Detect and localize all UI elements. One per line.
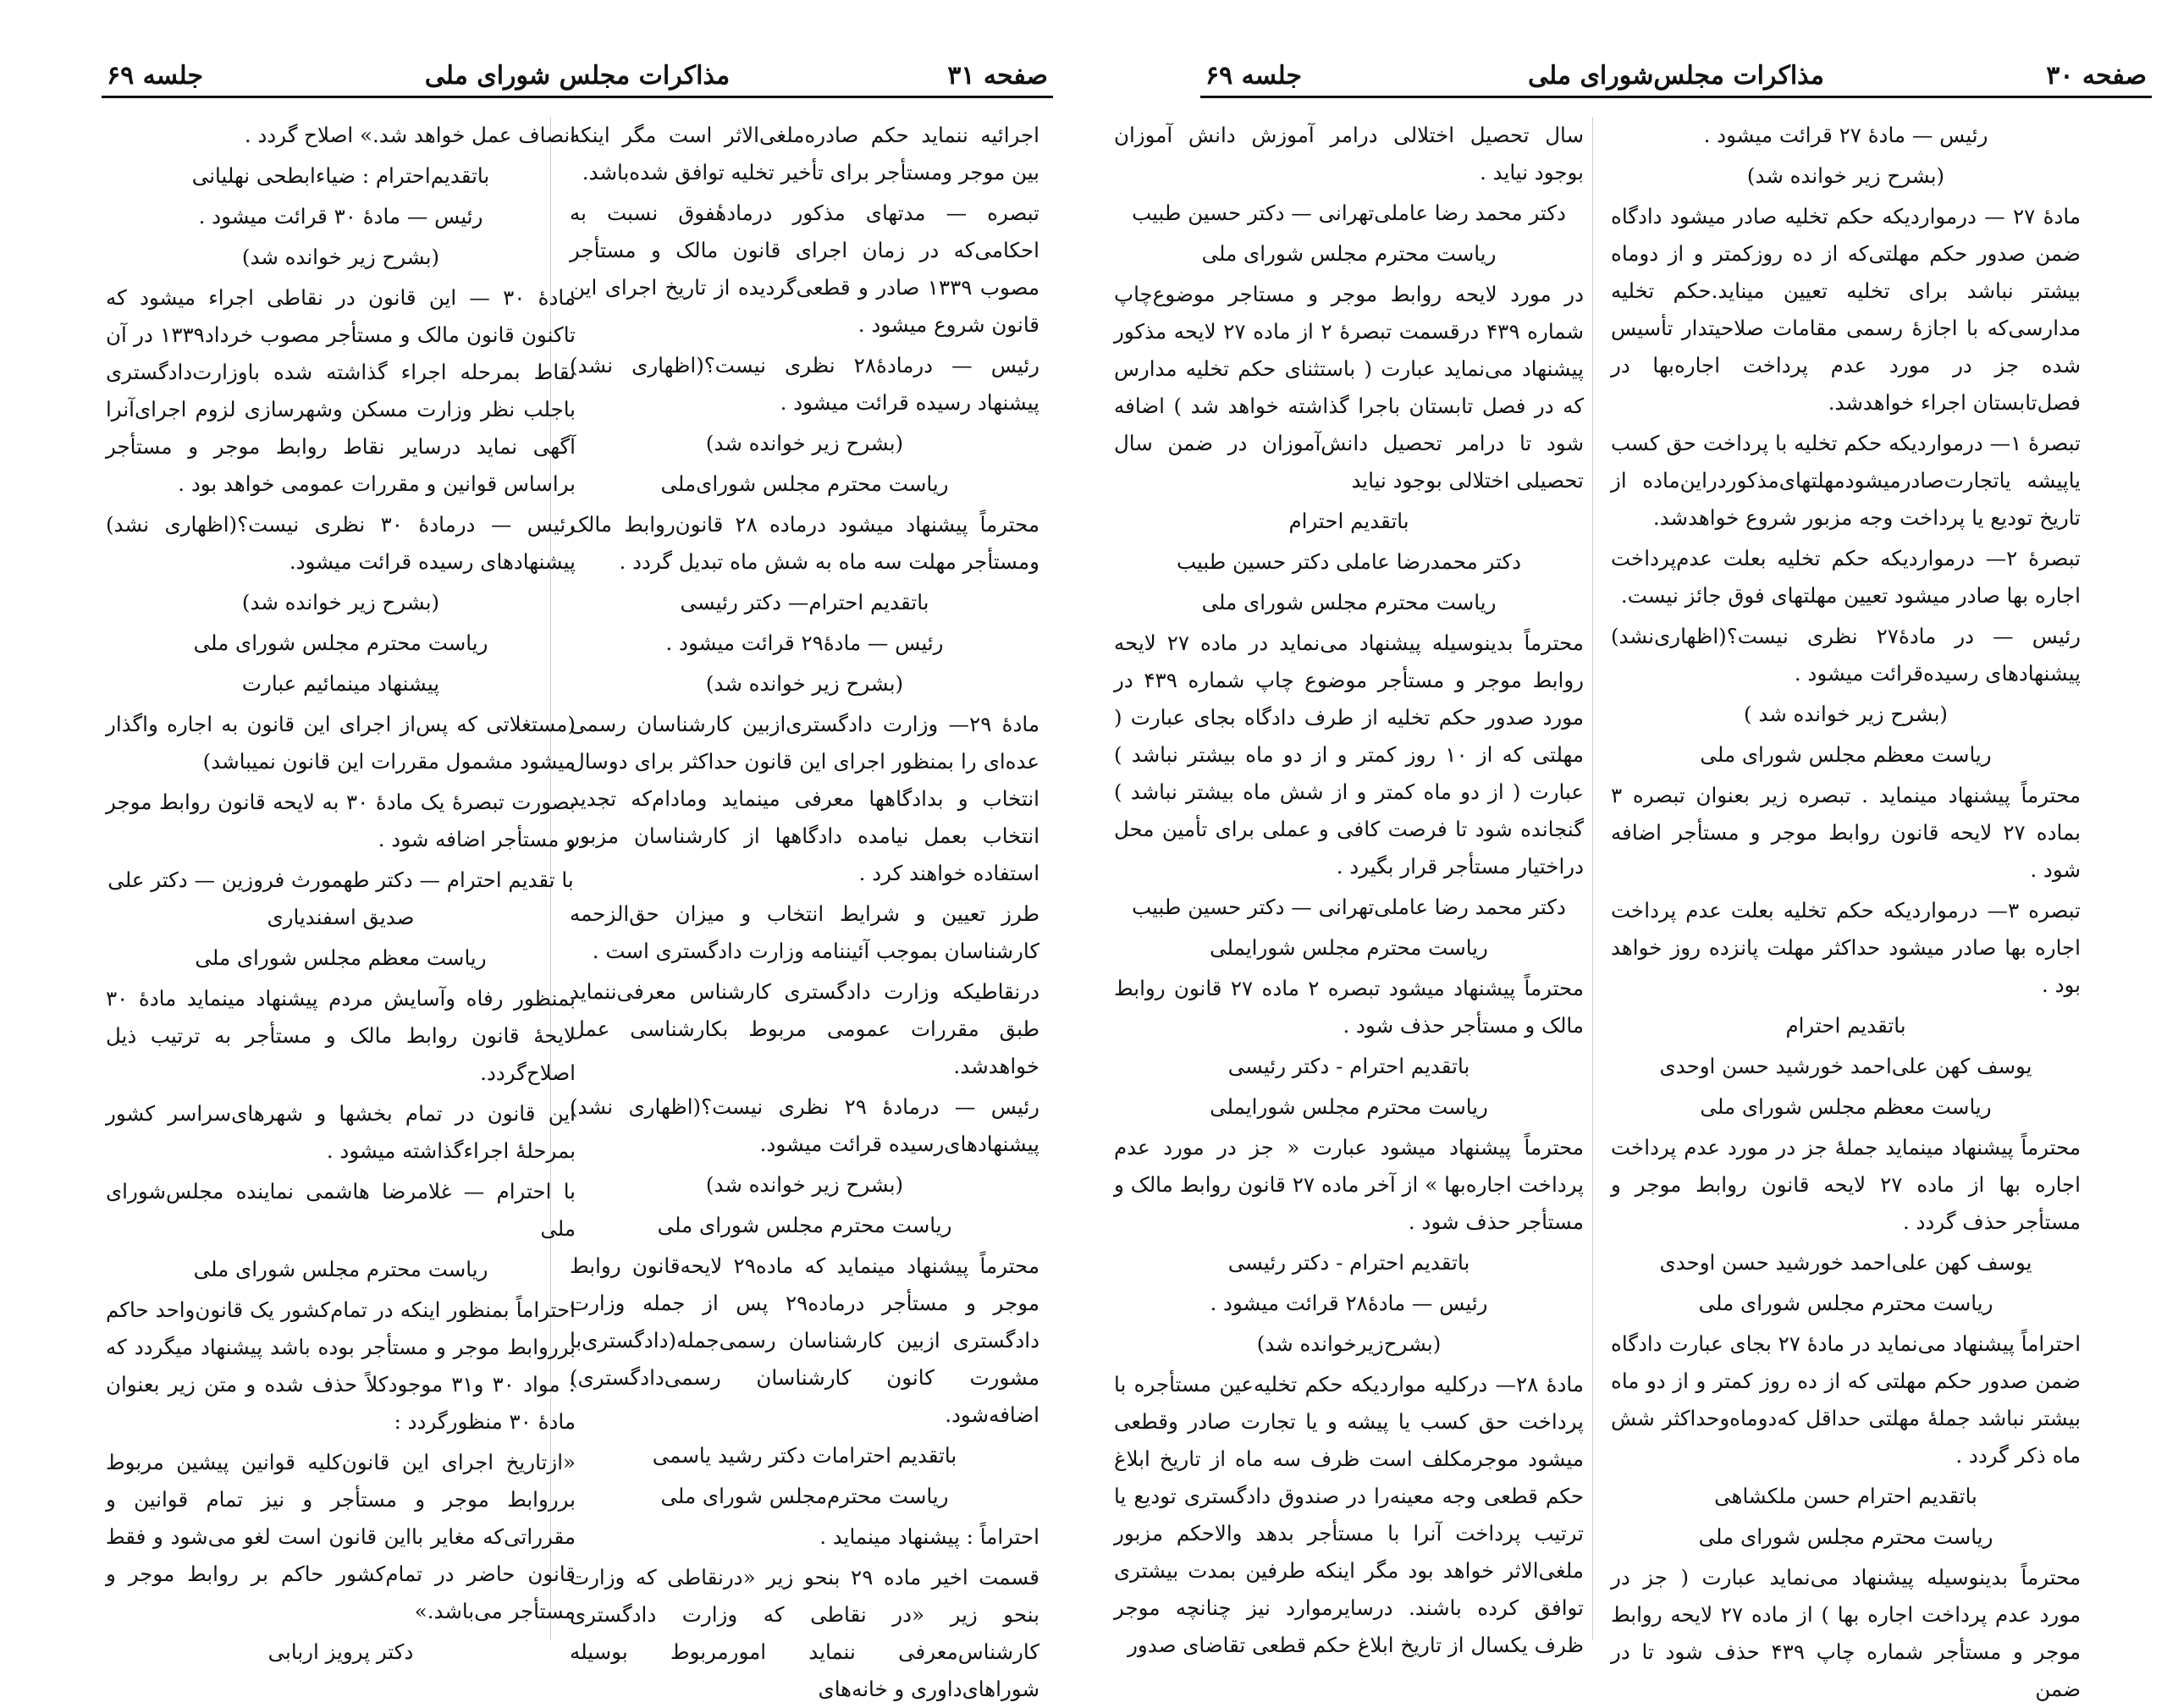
centered-line: ریاست معظم مجلس شورای ملی bbox=[1700, 1094, 1992, 1119]
paragraph: بصورت تبصرهٔ یک مادهٔ ۳۰ به لایحه قانون روابط موجر و مستأجر اضافه شود . bbox=[106, 790, 576, 851]
right-page bbox=[1099, 0, 2167, 1701]
centered-line: (بشرح زیر خوانده شد) bbox=[705, 431, 904, 455]
paragraph: محترماً پیشنهاد میشود تبصره ۲ ماده ۲۷ قانون روابط مالک و مستأجر حذف شود . bbox=[1114, 976, 1584, 1038]
centered-line: دکتر محمد رضا عاملی‌تهرانی — دکتر حسین طبیب bbox=[1132, 201, 1566, 225]
centered-line: باتقدیم احترام حسن ملکشاهی bbox=[1714, 1484, 1977, 1508]
paragraph: قسمت اخیر ماده ۲۹ بنحو زیر «درنقاطی که وزارت بنحو زیر «در نقاطی که وزارت دادگستری کارشناس‌معرفی ننماید امورمربوط بوسیله شوراهای‌داوری و خانه‌های bbox=[570, 1565, 1039, 1701]
paragraph: رئیس — درمادهٔ ۲۹ نظری نیست؟(اظهاری نشد) پیشنهادهای‌رسیده قرائت میشود. bbox=[570, 1094, 1039, 1156]
paragraph: محترماً بدینوسیله پیشنهاد می‌نماید عبارت ( جز در مورد عدم پرداخت اجاره بها ) از ماده ۲۷ لایحه روابط موجر و مستأجر شماره چاپ ۴۳۹ حذف شود تا در ضمن bbox=[1611, 1565, 2081, 1701]
paragraph: اجرائیه ننماید حکم صادره‌ملغی‌الاثر است مگر اینکه بین موجر ومستأجر برای تأخیر تخلیه توافق شده‌باشد. bbox=[570, 123, 1039, 185]
centered-line: (بشرح‌زیرخوانده شد) bbox=[1256, 1331, 1442, 1356]
centered-line: (بشرح زیر خوانده شد) bbox=[1746, 163, 1945, 188]
page-header bbox=[1200, 59, 2152, 98]
paragraph: تبصره — مدتهای مذکور درمادهٔفوق نسبت به احکامی‌که در زمان اجرای قانون مالک و مستأجر مصوب ۱۳۳۹ صادر و قطعی‌گردیده از تاریخ اجرای این قانون شروع میشود . bbox=[570, 201, 1039, 337]
centered-line: باتقدیم احترام bbox=[1288, 509, 1409, 533]
centered-line: (بشرح زیر خوانده شد) bbox=[241, 590, 440, 614]
centered-line: رئیس — مادهٔ ۲۷ قرائت میشود . bbox=[1703, 123, 1988, 147]
centered-line: (بشرح زیر خوانده شد ) bbox=[1744, 702, 1948, 726]
paragraph: محترماً پیشنهاد میشود عبارت « جز در مورد عدم پرداخت اجاره‌بها » از آخر ماده ۲۷ قانون روابط مالک و مستأجر حذف شود . bbox=[1114, 1135, 1585, 1234]
paragraph: بمنظور رفاه وآسایش مردم پیشنهاد مینماید مادهٔ ۳۰ لایحهٔ قانون روابط مالک و مستأجر به ترتیب ذیل اصلاح‌گردد. bbox=[106, 986, 576, 1085]
centered-line: با تقدیم احترام — دکتر طهمورث فروزین — دکتر علی صدیق اسفندیاری bbox=[108, 868, 574, 929]
centered-line: ریاست محترم مجلس شورای ملی bbox=[1201, 241, 1497, 266]
centered-line: دکتر محمد رضا عاملی‌تهرانی — دکتر حسین طبیب bbox=[1132, 895, 1566, 919]
paragraph: رئیس — درمادهٔ۲۸ نظری نیست؟(اظهاری نشد) پیشنهاد رسیده قرائت میشود . bbox=[570, 353, 1039, 415]
centered-line: ریاست محترم مجلس شورای ملی bbox=[1698, 1291, 1993, 1315]
centered-line: پیشنهاد مینمائیم عبارت bbox=[241, 671, 440, 696]
centered-line: دکتر محمدرضا عاملی دکتر حسین طبیب bbox=[1176, 549, 1522, 574]
paragraph: «ازتاریخ اجرای این قانون‌کلیه قوانین پیشین مربوط برروابط موجر و مستأجر و نیز تمام قوانین و مقرراتی‌که مغایر بااین قانون است لغو می‌شود و فقط قانون حاضر در تمام‌کشور حاکم بر روابط موجر و مستأجر می‌باشد.» bbox=[106, 1450, 576, 1623]
centered-line: ریاست محترم مجلس شورای ملی bbox=[193, 1257, 488, 1281]
paragraph: مادهٔ ۳۰ — این قانون در نقاطی اجراء میشود که تاکنون قانون مالک و مستأجر مصوب خرداد۱۳۳۹ در آن نقاط بمرحله اجراء گذاشته شده باوزارت‌دادگستری باجلب نظر وزارت مسکن وشهرسازی لزوم اجرای‌آنرا آگهی نماید درسایر نقاط روابط موجر و مستأجر براساس قوانین و مقررات عمومی خواهد بود . bbox=[106, 285, 576, 496]
paragraph: با احترام — غلامرضا هاشمی نماینده مجلس‌شورای ملی bbox=[106, 1179, 576, 1241]
paragraph: این قانون در تمام بخشها و شهرهای‌سراسر کشور بمرحلهٔ اجراءگذاشته میشود . bbox=[106, 1101, 576, 1163]
header-rule bbox=[102, 96, 1053, 98]
centered-line: ریاست معظم مجلس شورای ملی bbox=[1700, 742, 1992, 767]
paragraph: محترماً پیشنهاد مینماید جملهٔ جز در مورد عدم پرداخت اجاره بها از ماده ۲۷ لایحه قانون روابط موجر و مستأجر حذف گردد . bbox=[1611, 1135, 2081, 1234]
paragraph: (مستغلاتی که پس‌از اجرای این قانون به اجاره واگذار میشود مشمول مقررات این قانون نمیباشد) bbox=[106, 712, 576, 774]
paragraph: درنقاطیکه وزارت دادگستری کارشناس معرفی‌ننماید طبق مقررات عمومی مربوط بکارشناسی عمل خواهدشد. bbox=[570, 979, 1039, 1078]
text-column-right bbox=[570, 117, 1040, 1701]
centered-line: ریاست محترم‌مجلس شورای ملی bbox=[660, 1484, 949, 1508]
text-column-left bbox=[106, 117, 576, 1664]
running-title: مذاکرات مجلس شورای ملی bbox=[424, 61, 731, 91]
paragraph: تبصرهٔ ۱— درمواردیکه حکم تخلیه با پرداخت حق کسب یاپیشه یاتجارت‌صادرمیشودمهلتهای‌مذکوردراین‌ماده از تاریخ تودیع یا پرداخت وجه مزبور شروع خواهدشد. bbox=[1611, 431, 2081, 530]
paragraph: سال تحصیل اختلالی درامر آموزش دانش آموزان بوجود نیاید . bbox=[1114, 123, 1584, 185]
paragraph: احتراماً بمنظور اینکه در تمام‌کشور یک قانون‌واحد حاکم برروابط موجر و مستأجر بوده باشد پیشنهاد میگردد که : مواد ۳۰ و۳۱ موجودکلاً حذف شده و متن زیر بعنوان مادهٔ ۳۰ منظورگردد : bbox=[106, 1298, 576, 1434]
page-number: صفحه ۳۱ bbox=[947, 61, 1048, 91]
paragraph: تبصره ۳— درمواردیکه حکم تخلیه بعلت عدم پرداخت اجاره بها صادر میشود حداکثر مهلت پانزده روز خواهد بود . bbox=[1611, 898, 2081, 997]
centered-line: ریاست محترم مجلس شورای ملی bbox=[657, 1213, 952, 1237]
centered-line: ریاست معظم مجلس شورای ملی bbox=[195, 945, 487, 970]
column-divider bbox=[1592, 117, 1593, 1640]
paragraph: تبصرهٔ ۲— درمواردیکه حکم تخلیه بعلت عدم‌پرداخت اجاره بها صادر میشود تعیین مهلتهای فوق جائز نیست. bbox=[1611, 546, 2081, 608]
page-number: صفحه ۳۰ bbox=[2046, 61, 2147, 91]
paragraph: احتراماً پیشنهاد می‌نماید در مادهٔ ۲۷ بجای عبارت دادگاه ضمن صدور حکم مهلتی که از ده روز کمتر و از دو ماه بیشتر نباشد جملهٔ مهلتی حداقل که‌دوماه‌وحداکثر شش ماه ذکر گردد . bbox=[1610, 1331, 2081, 1468]
centered-line: دکتر پرویز اربابی bbox=[267, 1639, 414, 1664]
text-column-left bbox=[1114, 117, 1585, 1657]
paragraph: طرز تعیین و شرایط انتخاب و میزان حق‌الزحمه کارشناسان بموجب آئیننامه وزارت دادگستری است . bbox=[570, 901, 1039, 963]
centered-line: (بشرح زیر خوانده شد) bbox=[241, 245, 440, 269]
centered-line: باتقدیم احترام— دکتر رئیسی bbox=[680, 590, 929, 614]
paragraph: محترماً پیشنهاد مینماید . تبصره زیر بعنوان تبصره ۳ بماده ۲۷ لایحه قانون روابط موجر و مستأجر اضافه شود . bbox=[1611, 783, 2081, 882]
paragraph: مادهٔ ۲۸— درکلیه مواردیکه حکم تخلیه‌عین مستأجره با پرداخت حق کسب یا پیشه و یا تجارت صادر وقطعی میشود موجرمکلف است ظرف سه ماه از تاریخ ابلاغ حکم قطعی وجه معینه‌را در صندوق دادگستری تودیع یا ترتیب پرداخت آنرا با مستأجر بدهد والاحکم مزبور ملغی‌الاثر خواهد بود مگر اینکه طرفین بمدت بیشتری توافق کرده باشند. درسایرموارد نیز چنانچه موجر ظرف یکسال از تاریخ ابلاغ حکم قطعی تقاضای صدور bbox=[1114, 1372, 1584, 1657]
centered-line: باتقدیم احترام - دکتر رئیسی bbox=[1227, 1250, 1470, 1275]
paragraph: محترماً بدینوسیله پیشنهاد می‌نماید در ماده ۲۷ لایحه روابط موجر و مستأجر موضوع چاپ شماره ۴۳۹ در مورد صدور حکم تخلیه از طرف دادگاه بجای عبارت ( مهلتی که از ۱۰ روز کمتر و از دو ماه بیشتر نباشد ) عبارت ( از دو ماه کمتر و از شش ماه بیشتر نباشد ) گنجانده شود تا فرصت کافی و عملی برای تأمین محل دراختیار مستأجر قرار بگیرد . bbox=[1114, 631, 1585, 879]
centered-line: باتقدیم احترام - دکتر رئیسی bbox=[1227, 1054, 1470, 1078]
running-title: مذاکرات مجلس‌شورای ملی bbox=[1527, 61, 1825, 91]
paragraph: مادهٔ ۲۷ — درمواردیکه حکم تخلیه صادر میشود دادگاه ضمن صدور حکم مهلتی‌که از ده روزکمتر و از دوماه بیشتر نباشد برای تخلیه تعیین میناید.حکم تخلیه مدارسی‌که با اجازهٔ رسمی مقامات صلاحیتدار تأسیس شده جز در مورد عدم پرداخت اجاره‌بها در فصل‌تابستان اجراء خواهدشد. bbox=[1611, 204, 2081, 415]
centered-line: باتقدیم احترام bbox=[1785, 1013, 1906, 1038]
centered-line: ریاست محترم مجلس شورای ملی bbox=[1698, 1524, 1993, 1549]
paragraph: رئیس — در مادهٔ۲۷ نظری نیست؟(اظهاری‌نشد) پیشنهادهای رسیده‌قرائت میشود . bbox=[1611, 624, 2081, 686]
centered-line: رئیس — مادهٔ۲۹ قرائت میشود . bbox=[665, 631, 944, 655]
paragraph: انصاف عمل خواهد شد.» اصلاح گردد . bbox=[244, 123, 576, 147]
centered-line: رئیس — مادهٔ۲۸ قرائت میشود . bbox=[1210, 1291, 1488, 1315]
paragraph: در مورد لایحه روابط موجر و مستاجر موضوع‌چاپ شماره ۴۳۹ درقسمت تبصرهٔ ۲ از ماده ۲۷ لایحه مذکور پیشنهاد می‌نماید عبارت ( باستثنای حکم تخلیه مدارس که در فصل تابستان باجرا گذاشته خواهد شد ) اضافه شود تا درامر تحصیل دانش‌آموزان در ضمن سال تحصیلی اختلالی بوجود نیاید bbox=[1114, 282, 1584, 493]
paragraph: احتراماً : پیشنهاد مینماید . bbox=[819, 1524, 1039, 1549]
centered-line: ریاست محترم مجلس شورای‌ملی bbox=[660, 471, 949, 496]
session-label: جلسه ۶۹ bbox=[1205, 61, 1303, 91]
centered-line: (بشرح زیر خوانده شد) bbox=[705, 671, 904, 696]
centered-line: یوسف کهن علی‌احمد خورشید حسن اوحدی bbox=[1659, 1054, 2032, 1078]
paragraph: رئیس — درمادهٔ ۳۰ نظری نیست؟(اظهاری نشد) پیشنهادهای رسیده قرائت میشود. bbox=[106, 512, 576, 574]
centered-line: ریاست محترم مجلس شورایملی bbox=[1210, 935, 1488, 960]
centered-line: رئیس — مادهٔ ۳۰ قرائت میشود . bbox=[198, 204, 483, 229]
header-rule bbox=[1200, 96, 2152, 98]
centered-line: باتقدیم احترامات دکتر رشید یاسمی bbox=[652, 1443, 957, 1468]
paragraph: محترماً پیشنهاد میشود درماده ۲۸ قانون‌روابط مالک ومستأجر مهلت سه ماه به شش ماه تبدیل گردد . bbox=[570, 512, 1040, 574]
centered-line: ریاست محترم مجلس شورای ملی bbox=[1201, 590, 1497, 614]
left-page bbox=[0, 0, 1068, 1701]
session-label: جلسه ۶۹ bbox=[107, 61, 204, 91]
paragraph: مادهٔ ۲۹— وزارت دادگستری‌ازبین کارشناسان رسمی عده‌ای را بمنظور اجرای این قانون حداکثر برای دوسال انتخاب و بدادگاهها معرفی مینماید ومادام‌که تجدید انتخاب بعمل نیامده دادگاهها از کارشناسان مزبور استفاده خواهند کرد . bbox=[570, 712, 1040, 885]
paragraph: محترماً پیشنهاد مینماید که ماده۲۹ لایحه‌قانون روابط موجر و مستأجر درماده۲۹ پس از جمله وزارت دادگستری ازبین کارشناسان رسمی‌جمله(دادگستری‌با مشورت کانون کارشناسان رسمی‌دادگستری) اضافه‌شود. bbox=[570, 1253, 1039, 1427]
text-column-right bbox=[1610, 117, 2081, 1701]
centered-line: یوسف کهن علی‌احمد خورشید حسن اوحدی bbox=[1659, 1250, 2032, 1275]
centered-line: ریاست محترم مجلس شورای ملی bbox=[193, 631, 488, 655]
page-header bbox=[102, 59, 1053, 98]
centered-line: باتقدیم‌احترام : ضیاءابطحی نهلیانی bbox=[191, 163, 490, 188]
centered-line: (بشرح زیر خوانده شد) bbox=[705, 1172, 904, 1197]
centered-line: ریاست محترم مجلس شورایملی bbox=[1210, 1094, 1488, 1119]
